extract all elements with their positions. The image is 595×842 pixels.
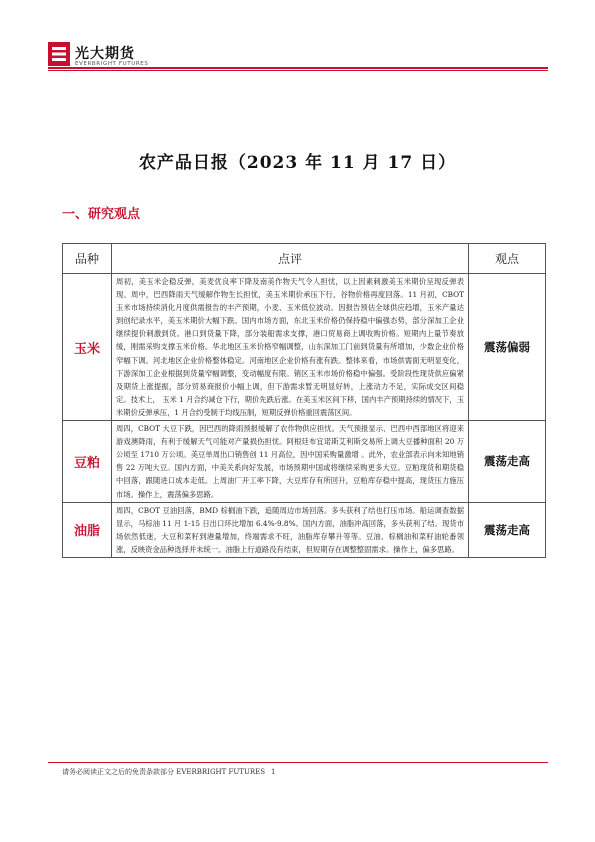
comment-cell-soymeal: 周四，CBOT 大豆下跌，因巴西的降雨预报缓解了农作物供应担忧。天气预报显示、巴西中西部地区将迎来游戏澳降雨，有利于缓解天气可能对产量损伤担忧。阿根廷布宜诺斯艾利斯交易所上调大豆播种面积 20 万公顷至 1710 万公顷。美豆单周出口销售创 11 月高位，因中国采购量激增 。此外，农业部表示向未知地销售 22 万吨大豆。国内方面，中美关系向好发展，市场预期中国或将继续采购更多大豆。豆粕现货和期货稳中回落，跟随进口成本走低。上周油厂开工率下降，大豆库存有所回升，豆粕库存稳中提高，现货压力施压市场。操作上，震荡偏多思路。 [112, 421, 469, 503]
logo-chinese-name: 光大期货 [75, 46, 135, 62]
table-row [63, 502, 546, 557]
table-row [63, 274, 546, 421]
variety-cell-corn: 玉米 [63, 274, 112, 421]
footer-rule [48, 762, 548, 763]
variety-cell-soymeal: 豆粕 [63, 421, 112, 503]
header-variety: 品种 [63, 244, 112, 274]
everbright-logo-icon [48, 42, 70, 66]
footer-disclaimer: 请务必阅读正文之后的免责条款部分 EVERBRIGHT FUTURES [62, 768, 266, 776]
comment-cell-corn: 周初，美玉米企稳反弹，美麦优良率下降及南美作物天气令人担忧，以上因素刺激美玉米期价呈现反弹表现。周中，巴西降雨天气缓解作物生长担忧，美玉米期价承压下行，谷物价格再度回落。11 月初，CBOT 玉米市场持续消化月度供需报告的丰产预期，小麦、玉米低位波动。因报告预估全球供应趋增，玉米产量达到创纪录水平，美玉米期价大幅下跌。国内市场方面，东北玉米价格仍保持稳中偏强态势，部分深加工企业继续提价刺激到货。港口到货量下降，部分装船需求支撑，港口贸易商上调收购价格。短期内上量节奏放缓，刚需采购支撑玉米价格。华北地区玉米价格窄幅调整，山东深加工门前到货量有所增加，少数企业价格窄幅下调。河北地区企业价格整体稳定。河南地区企业价格有涨有跌。整体来看，市场供需面无明显变化，下游深加工企业根据到货量窄幅调整，变动幅度有限。销区玉米市场价格稳中偏强。受阶段性现货供应偏紧及期货上涨提振，部分贸易商报价小幅上调，但下游需求暂无明显好转，上涨动力不足，实际成交区间稳定。技术上， 玉米 1 月合约减仓下行，期价先跌后涨。在美玉米区间下移，国内丰产预期持续的情况下，玉米期价反弹承压，1 月合约受制于均线压制，短期反弹价格重回震荡区间。 [112, 274, 469, 421]
variety-cell-oils: 油脂 [63, 502, 112, 557]
view-cell-oils: 震荡走高 [469, 502, 546, 557]
view-cell-corn: 震荡偏弱 [469, 274, 546, 421]
page-footer [62, 767, 276, 777]
comment-cell-oils: 周四，CBOT 豆油回落，BMD 棕榈油下跌，追随周边市场回落。多头获利了结也打压市场。船运调查数据显示，马棕油 11 月 1-15 日出口环比增加 6.4%-9.8%。国内方面，油脂冲高回落，多头获利了结。现货市场依然低迷，大豆和菜籽到港量增加，终端需求不旺，油脂库存攀升等等。豆油、棕榈油和菜籽油轮番领涨，反映资金品种选择并未统一。油脂上行道路没有结束，但短期存在调整整固需求。操作上，偏多思路。 [112, 502, 469, 557]
header-view: 观点 [469, 244, 546, 274]
page-number: 1 [271, 768, 276, 776]
report-title: 农产品日报（2023 年 11 月 17 日） [138, 153, 457, 173]
header-rule-thin [48, 70, 548, 71]
logo-english-name: EVERBRIGHT FUTURES [75, 61, 149, 67]
header-comment: 点评 [112, 244, 469, 274]
table-row [63, 421, 546, 503]
view-cell-soymeal: 震荡走高 [469, 421, 546, 503]
section-heading: 一、研究观点 [62, 207, 141, 222]
commentary-table [62, 243, 546, 558]
table-header-row [63, 244, 546, 274]
header-rule [48, 67, 548, 69]
